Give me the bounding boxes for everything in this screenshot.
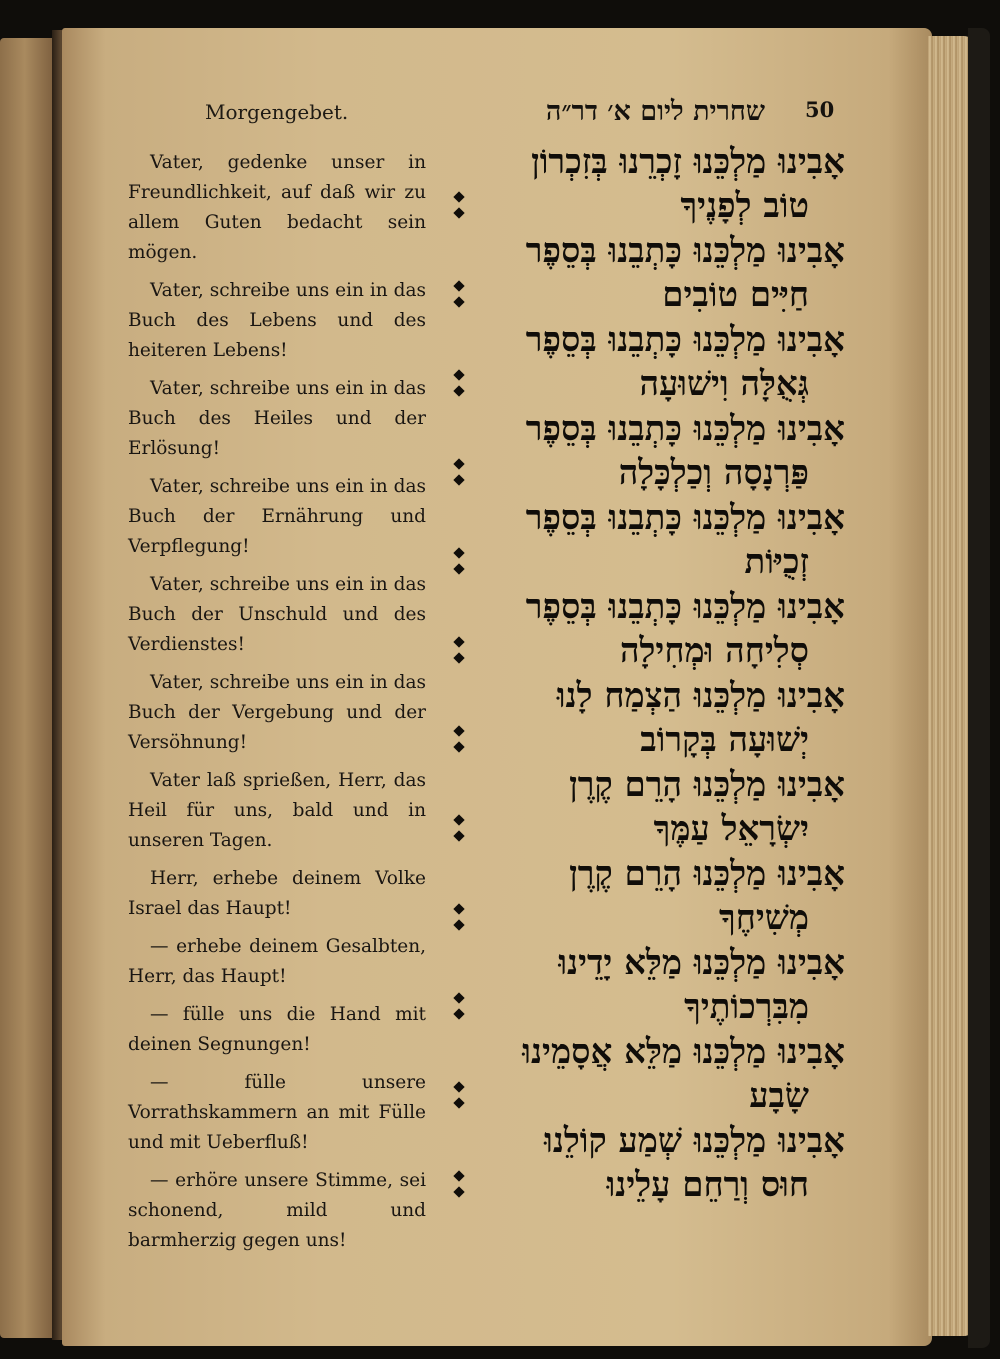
hebrew-verse-continuation: יְשׁוּעָה בְּקָרוֹב: [640, 720, 809, 760]
hebrew-verse-line: אָבִינוּ מַלְכֵּנוּ זָכְרֵנוּ בְּזִכְרוֹן: [531, 142, 845, 182]
hebrew-verse-line: אָבִינוּ מַלְכֵּנוּ הָרֵם קֶרֶן: [569, 765, 845, 805]
sof-pasuk-icon: [452, 903, 466, 933]
hebrew-verse: [450, 1030, 845, 1119]
book-cover: [968, 28, 990, 1348]
hebrew-verse-continuation: גְּאֻלָּה וִישׁוּעָה: [639, 364, 809, 404]
german-paragraph: — erhöre unsere Stimme, sei schonend, mild und barmherzig gegen uns!: [128, 1170, 426, 1251]
hebrew-verse: [450, 852, 845, 941]
hebrew-verse-continuation: חוּס וְרַחֵם עָלֵינוּ: [606, 1165, 809, 1205]
hebrew-verse-line: אָבִינוּ מַלְכֵּנוּ מַלֵּא אֲסָמֵינוּ: [522, 1032, 845, 1072]
sof-pasuk-icon: [452, 992, 466, 1022]
german-paragraph: Vater, schreibe uns ein in das Buch der Vergebung und der Versöhnung!: [128, 672, 426, 753]
hebrew-verse: [450, 407, 845, 496]
sof-pasuk-icon: [452, 458, 466, 488]
german-paragraph: Vater, gedenke unser in Freundlichkeit, auf daß wir zu allem Guten bedacht sein mögen.: [128, 152, 426, 263]
sof-pasuk-icon: [452, 725, 466, 755]
german-paragraph: — fülle uns die Hand mit deinen Segnungen!: [128, 1004, 426, 1055]
sof-pasuk-icon: [452, 191, 466, 221]
running-head-hebrew: שחרית ליום א׳ דר״ה: [545, 96, 765, 127]
hebrew-verse-continuation: מִבִּרְכוֹתֶיךָ: [684, 987, 809, 1027]
german-paragraph: Vater, schreibe uns ein in das Buch der Unschuld und des Verdienstes!: [128, 574, 426, 655]
german-paragraph: — fülle unsere Vorrathskammern an mit Fülle und mit Ueberfluß!: [128, 1072, 426, 1153]
sof-pasuk-icon: [452, 636, 466, 666]
page-number: 50: [805, 97, 835, 122]
sof-pasuk-icon: [452, 280, 466, 310]
sof-pasuk-icon: [452, 814, 466, 844]
hebrew-verse: [450, 941, 845, 1030]
hebrew-verse-line: אָבִינוּ מַלְכֵּנוּ שְׁמַע קוֹלֵנוּ: [544, 1121, 845, 1161]
sof-pasuk-icon: [452, 1081, 466, 1111]
hebrew-verse-continuation: חַיִּים טוֹבִים: [662, 275, 809, 315]
running-head-german: Morgengebet.: [205, 100, 349, 124]
hebrew-prayer-column: [450, 140, 845, 1208]
hebrew-verse-line: אָבִינוּ מַלְכֵּנוּ מַלֵּא יָדֵינוּ: [558, 943, 845, 983]
hebrew-verse-line: אָבִינוּ מַלְכֵּנוּ כָּתְבֵנוּ בְּסֵפֶר: [525, 231, 845, 271]
hebrew-verse: [450, 674, 845, 763]
hebrew-verse: [450, 496, 845, 585]
hebrew-verse-line: אָבִינוּ מַלְכֵּנוּ הַצְמַח לָנוּ: [556, 676, 845, 716]
hebrew-verse: [450, 229, 845, 318]
hebrew-verse: [450, 1119, 845, 1208]
hebrew-verse-continuation: פַּרְנָסָה וְכַלְכָּלָה: [618, 453, 809, 493]
hebrew-verse-continuation: שָׂבָע: [749, 1076, 809, 1116]
hebrew-verse-continuation: זְכֻיּוֹת: [744, 542, 809, 582]
hebrew-verse: [450, 763, 845, 852]
sof-pasuk-icon: [452, 547, 466, 577]
german-paragraph: — erhebe deinem Gesalbten, Herr, das Haupt!: [128, 936, 426, 987]
hebrew-verse-line: אָבִינוּ מַלְכֵּנוּ כָּתְבֵנוּ בְּסֵפֶר: [525, 320, 845, 360]
german-translation-column: [128, 148, 426, 1264]
sof-pasuk-icon: [452, 369, 466, 399]
hebrew-verse-continuation: סְלִיחָה וּמְחִילָה: [619, 631, 809, 671]
hebrew-verse-continuation: מְשִׁיחֶךָ: [719, 898, 809, 938]
hebrew-verse: [450, 318, 845, 407]
hebrew-verse-line: אָבִינוּ מַלְכֵּנוּ כָּתְבֵנוּ בְּסֵפֶר: [525, 498, 845, 538]
german-paragraph: Vater, schreibe uns ein in das Buch der Ernährung und Verpflegung!: [128, 476, 426, 557]
german-paragraph: Vater laß sprießen, Herr, das Heil für uns, bald und in unseren Tagen.: [128, 770, 426, 851]
hebrew-verse-continuation: טוֹב לְפָנֶיךָ: [680, 186, 809, 226]
german-paragraph: Herr, erhebe deinem Volke Israel das Haupt!: [128, 868, 426, 919]
hebrew-verse-line: אָבִינוּ מַלְכֵּנוּ כָּתְבֵנוּ בְּסֵפֶר: [525, 587, 845, 627]
hebrew-verse-line: אָבִינוּ מַלְכֵּנוּ הָרֵם קֶרֶן: [569, 854, 845, 894]
hebrew-verse-continuation: יִשְׂרָאֵל עַמֶּךָ: [653, 809, 809, 849]
hebrew-verse: [450, 140, 845, 229]
german-paragraph: Vater, schreibe uns ein in das Buch des Heiles und der Erlösung!: [128, 378, 426, 459]
hebrew-verse: [450, 585, 845, 674]
sof-pasuk-icon: [452, 1170, 466, 1200]
hebrew-verse-line: אָבִינוּ מַלְכֵּנוּ כָּתְבֵנוּ בְּסֵפֶר: [525, 409, 845, 449]
german-paragraph: Vater, schreibe uns ein in das Buch des Lebens und des heiteren Lebens!: [128, 280, 426, 361]
